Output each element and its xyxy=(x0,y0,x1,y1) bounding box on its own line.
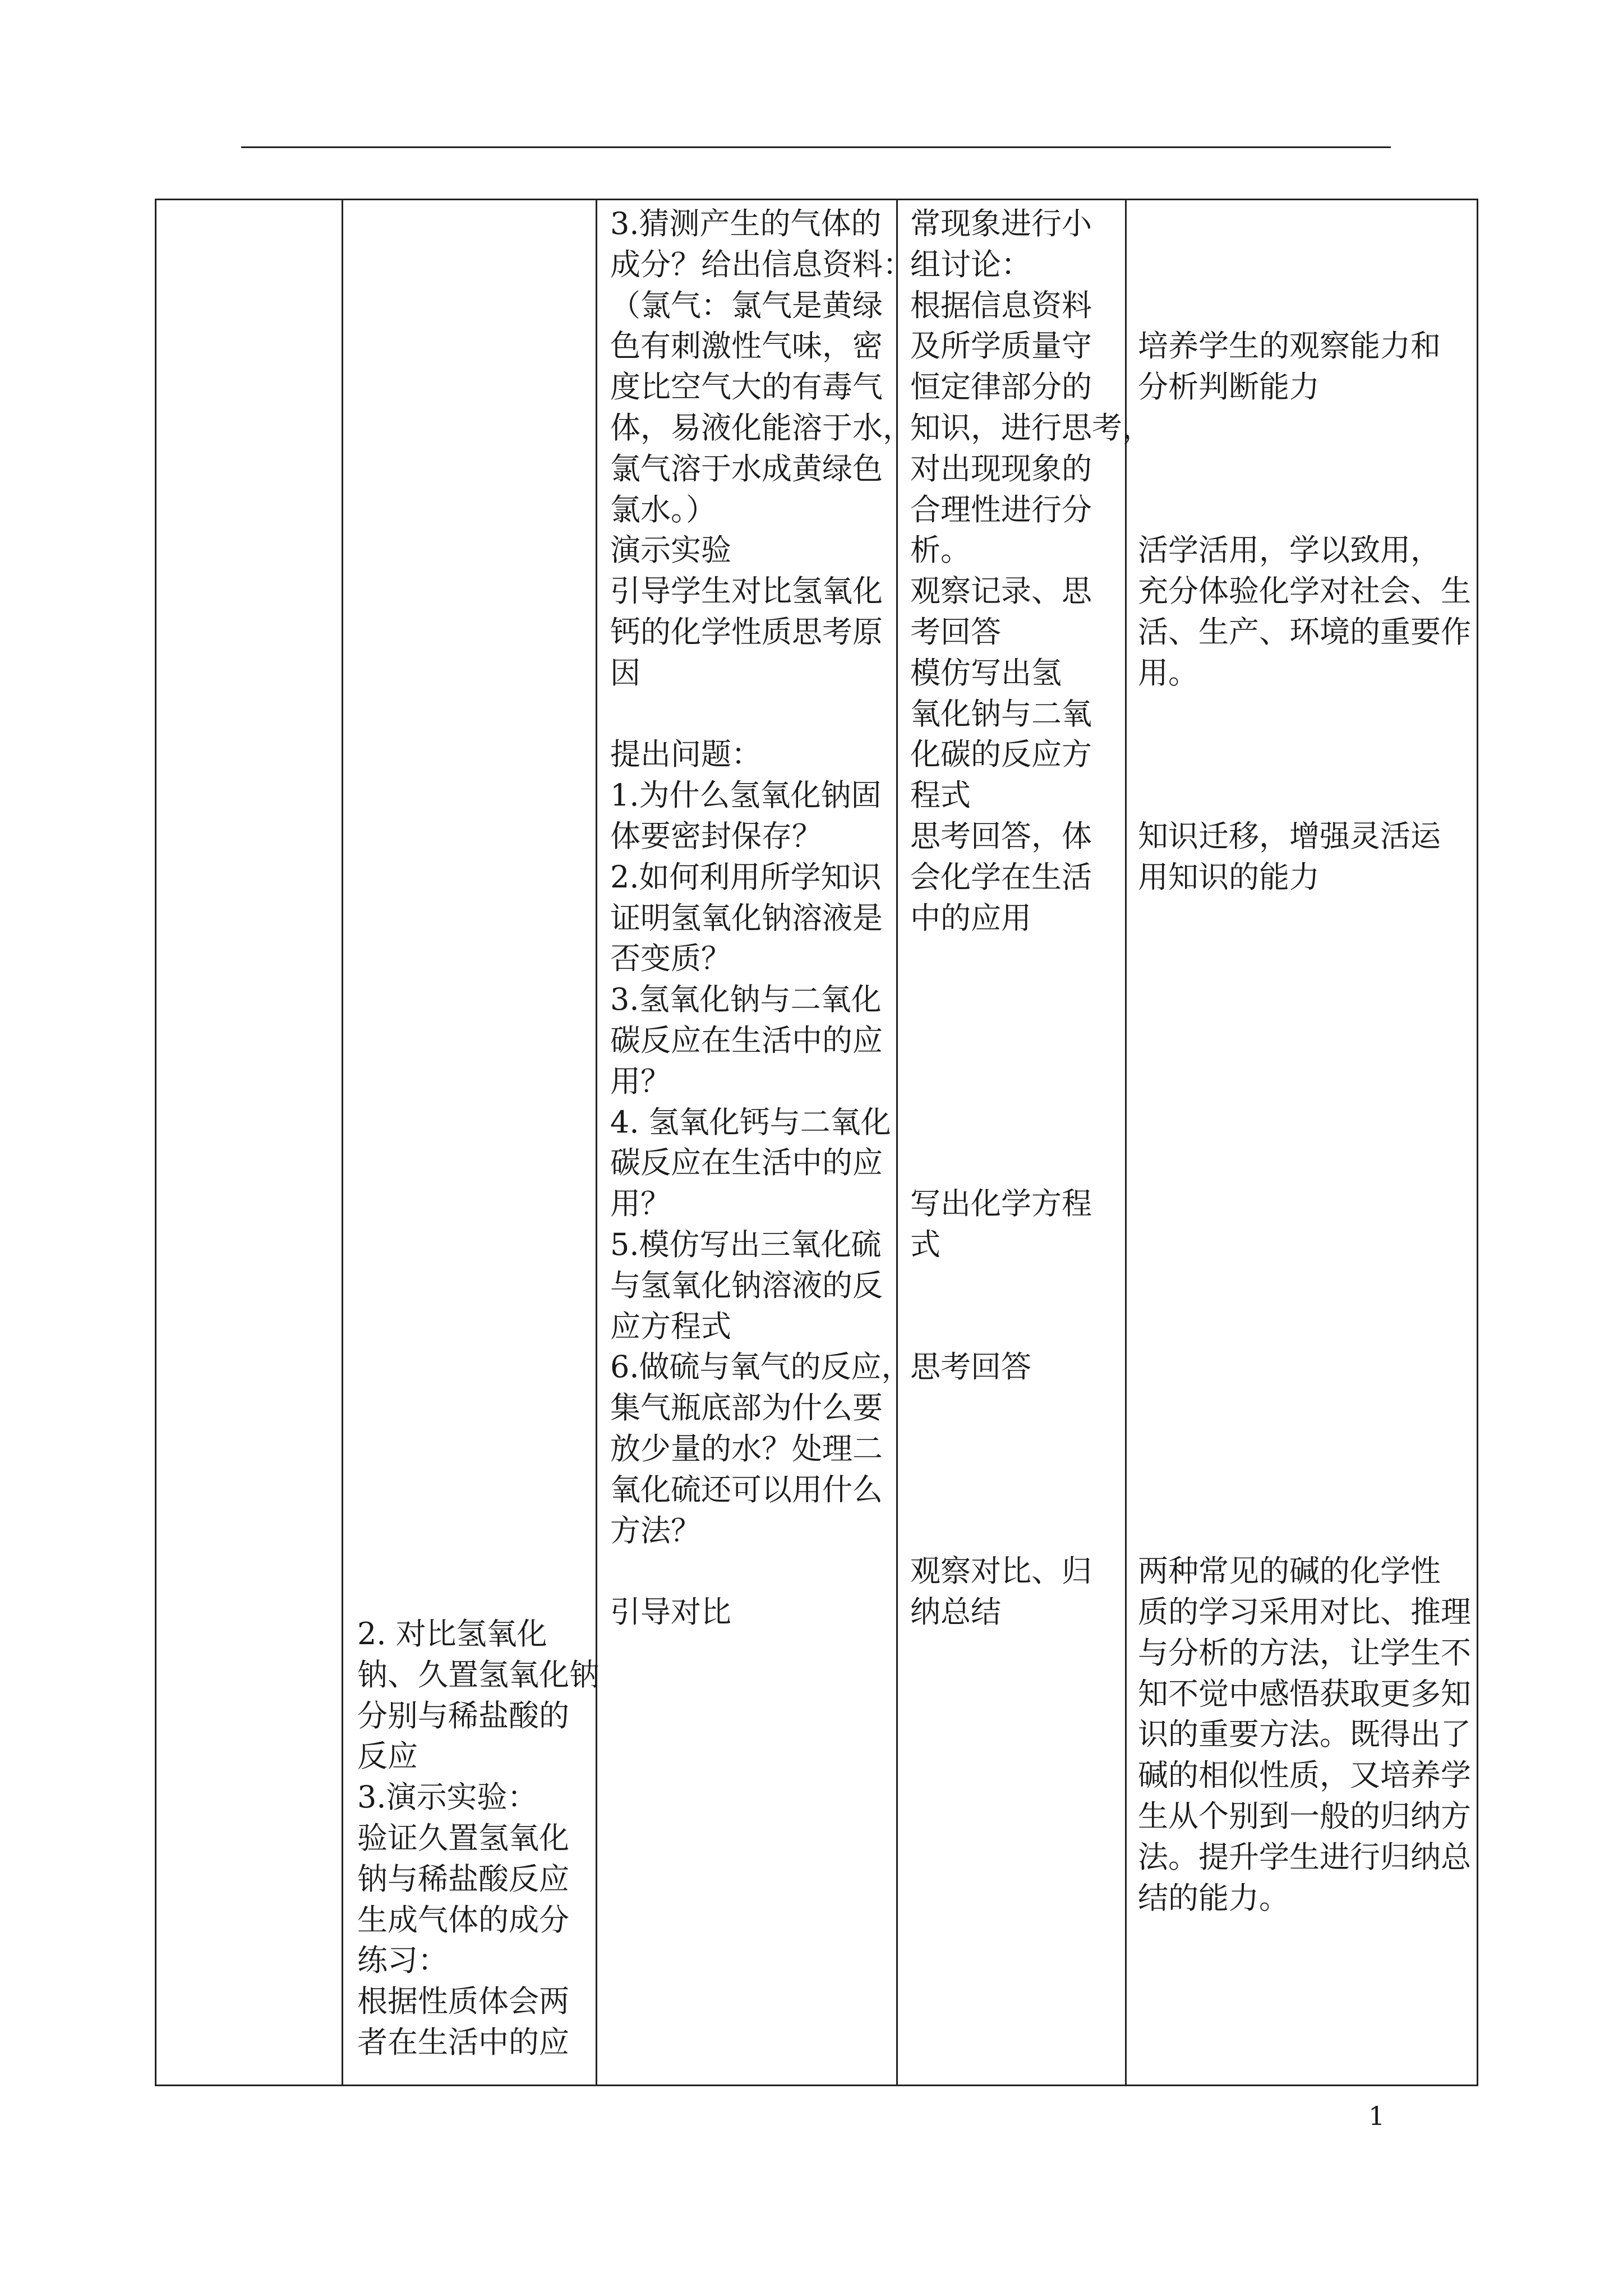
text-line: 结的能力。 xyxy=(1138,1880,1289,1916)
text-line: 验证久置氢氧化 xyxy=(357,1820,569,1856)
text-line xyxy=(1138,1061,1469,1102)
page-number: 1 xyxy=(1368,2101,1385,2131)
text-line xyxy=(910,1061,1117,1102)
text-line xyxy=(910,1470,1117,1511)
column-divider xyxy=(1125,200,1127,2085)
text-line: 引导学生对比氢氧化 xyxy=(610,573,883,609)
text-line xyxy=(910,1266,1117,1306)
text-line xyxy=(1138,775,1469,816)
text-line: 写出化学方程 xyxy=(910,1186,1092,1222)
text-line: 活学活用，学以致用， xyxy=(1138,532,1441,568)
text-line: 程式 xyxy=(910,777,971,813)
text-line: 证明氢氧化钠溶液是 xyxy=(610,900,883,936)
text-line: 式 xyxy=(910,1226,940,1262)
text-line xyxy=(910,1429,1117,1470)
design-intent-cell xyxy=(1138,204,1469,1918)
text-line: 3.氢氧化钠与二氧化 xyxy=(610,982,882,1018)
text-line: 者在生活中的应 xyxy=(357,2024,569,2060)
text-line: 会化学在生活 xyxy=(910,859,1092,895)
text-line xyxy=(1138,1102,1469,1143)
text-line: 用知识的能力 xyxy=(1138,859,1320,895)
text-line xyxy=(1138,898,1469,939)
text-line: 色有刺激性气味，密 xyxy=(610,328,883,364)
text-line: 法。提升学生进行归纳总 xyxy=(1138,1839,1471,1875)
text-line xyxy=(1138,1388,1469,1429)
text-line: 提出问题： xyxy=(610,737,762,772)
text-line xyxy=(610,694,884,735)
text-line: （氯气：氯气是黄绿 xyxy=(610,287,883,323)
text-line: 钙的化学性质思考原 xyxy=(610,614,883,650)
text-line: 质的学习采用对比、推理 xyxy=(1138,1594,1471,1630)
text-line: 对出现现象的 xyxy=(910,450,1092,486)
text-line xyxy=(910,1306,1117,1347)
text-line: 演示实验 xyxy=(610,532,731,568)
text-line: 体，易液化能溶于水， xyxy=(610,409,913,445)
text-line xyxy=(910,1020,1117,1061)
text-line: 知不觉中感悟获取更多知 xyxy=(1138,1676,1471,1711)
text-line: 6.做硫与氧气的反应， xyxy=(610,1349,912,1385)
student-activity-cell xyxy=(357,1614,600,2063)
text-line: 根据性质体会两 xyxy=(357,1984,569,2019)
text-line: 碳反应在生活中的应 xyxy=(610,1022,883,1058)
text-line: 用？ xyxy=(610,1186,671,1222)
text-line: 碱的相似性质，又培养学 xyxy=(1138,1757,1471,1793)
text-line: 合理性进行分 xyxy=(910,491,1092,527)
text-line: 成分？给出信息资料： xyxy=(610,246,913,282)
text-line: 培养学生的观察能力和 xyxy=(1138,328,1441,364)
text-line xyxy=(910,1388,1117,1429)
text-line xyxy=(1138,734,1469,775)
text-line: 识的重要方法。既得出了 xyxy=(1138,1717,1471,1752)
text-line: 活、生产、环境的重要作 xyxy=(1138,614,1471,650)
text-line: 集气瓶底部为什么要 xyxy=(610,1390,883,1426)
text-line: 考回答 xyxy=(910,614,1001,650)
text-line: 观察对比、归 xyxy=(910,1553,1092,1589)
text-line: 放少量的水？处理二 xyxy=(610,1430,883,1466)
text-line: 5.模仿写出三氧化硫 xyxy=(610,1226,882,1262)
text-line: 用。 xyxy=(1138,655,1198,691)
text-line: 纳总结 xyxy=(910,1594,1001,1630)
text-line xyxy=(1138,449,1469,490)
text-line xyxy=(910,979,1117,1020)
text-line xyxy=(910,938,1117,979)
text-line xyxy=(1138,1306,1469,1347)
text-line: 恒定律部分的 xyxy=(910,369,1092,405)
text-line xyxy=(910,1511,1117,1552)
text-line xyxy=(1138,408,1469,449)
text-line: 氧化硫还可以用什么 xyxy=(610,1471,883,1507)
text-line: 及所学质量守 xyxy=(910,328,1092,364)
text-line: 中的应用 xyxy=(910,900,1031,936)
text-line: 方法？ xyxy=(610,1512,701,1548)
text-line: 3.猜测产生的气体的 xyxy=(610,206,882,241)
text-line xyxy=(1138,204,1469,245)
text-line: 根据信息资料 xyxy=(910,287,1092,323)
text-line: 观察记录、思 xyxy=(910,573,1092,609)
text-line: 否变质？ xyxy=(610,941,731,977)
text-line xyxy=(1138,979,1469,1020)
text-line xyxy=(1138,245,1469,286)
text-line: 化碳的反应方 xyxy=(910,737,1092,772)
text-line: 2.如何利用所学知识 xyxy=(610,859,882,895)
text-line: 钠、久置氢氧化钠 xyxy=(357,1657,600,1692)
text-line: 用？ xyxy=(610,1063,671,1099)
lesson-plan-table xyxy=(155,199,1478,2086)
text-line: 模仿写出氢 xyxy=(910,655,1062,691)
text-line: 引导对比 xyxy=(610,1594,731,1630)
column-divider xyxy=(342,200,343,2085)
text-line: 思考回答，体 xyxy=(910,818,1092,854)
text-line xyxy=(1138,1020,1469,1061)
text-line: 氯气溶于水成黄绿色 xyxy=(610,450,883,486)
text-line xyxy=(1138,694,1469,735)
text-line: 度比空气大的有毒气 xyxy=(610,369,883,405)
text-line: 生成气体的成分 xyxy=(357,1902,569,1938)
text-line: 氧化钠与二氧 xyxy=(910,696,1092,731)
column-divider xyxy=(896,200,898,2085)
text-line: 析。 xyxy=(910,532,971,568)
text-line: 2. 对比氢氧化 xyxy=(357,1616,547,1651)
text-line xyxy=(1138,1184,1469,1225)
text-line: 因 xyxy=(610,655,640,691)
text-line: 知识迁移，增强灵活运 xyxy=(1138,818,1441,854)
text-line xyxy=(1138,938,1469,979)
text-line: 与氢氧化钠溶液的反 xyxy=(610,1267,883,1303)
column-divider xyxy=(596,200,597,2085)
text-line: 氯水。） xyxy=(610,491,716,527)
text-line xyxy=(1138,1429,1469,1470)
text-line: 分别与稀盐酸的 xyxy=(357,1697,569,1733)
text-line: 碳反应在生活中的应 xyxy=(610,1145,883,1181)
text-line: 反应 xyxy=(357,1738,418,1774)
text-line: 体要密封保存？ xyxy=(610,818,822,854)
text-line: 4. 氢氧化钙与二氧化 xyxy=(610,1104,891,1140)
text-line xyxy=(1138,1143,1469,1184)
text-line xyxy=(910,1143,1117,1184)
text-line: 钠与稀盐酸反应 xyxy=(357,1861,569,1897)
text-line: 知识，进行思考， xyxy=(910,409,1152,445)
text-line: 生从个别到一般的归纳方 xyxy=(1138,1798,1471,1834)
text-line: 练习： xyxy=(357,1943,448,1978)
text-line: 两种常见的碱的化学性 xyxy=(1138,1553,1441,1589)
student-response-cell xyxy=(910,204,1152,1633)
text-line: 3.演示实验： xyxy=(357,1779,538,1815)
text-line: 思考回答 xyxy=(910,1349,1031,1385)
text-line: 应方程式 xyxy=(610,1308,731,1344)
text-line xyxy=(1138,1225,1469,1266)
teacher-activity-cell xyxy=(610,204,913,1633)
text-line: 常现象进行小 xyxy=(910,206,1092,241)
text-line xyxy=(610,1551,884,1592)
text-line: 1.为什么氢氧化钠固 xyxy=(610,777,882,813)
text-line: 分析判断能力 xyxy=(1138,369,1320,405)
text-line: 与分析的方法，让学生不 xyxy=(1138,1635,1471,1671)
text-line xyxy=(1138,1347,1469,1388)
text-line: 组讨论： xyxy=(910,246,1031,282)
text-line xyxy=(1138,286,1469,326)
text-line xyxy=(1138,1266,1469,1306)
header-rule xyxy=(241,146,1391,148)
text-line: 充分体验化学对社会、生 xyxy=(1138,573,1471,609)
text-line xyxy=(1138,1511,1469,1552)
text-line xyxy=(910,1102,1117,1143)
text-line xyxy=(1138,490,1469,531)
text-line xyxy=(1138,1470,1469,1511)
